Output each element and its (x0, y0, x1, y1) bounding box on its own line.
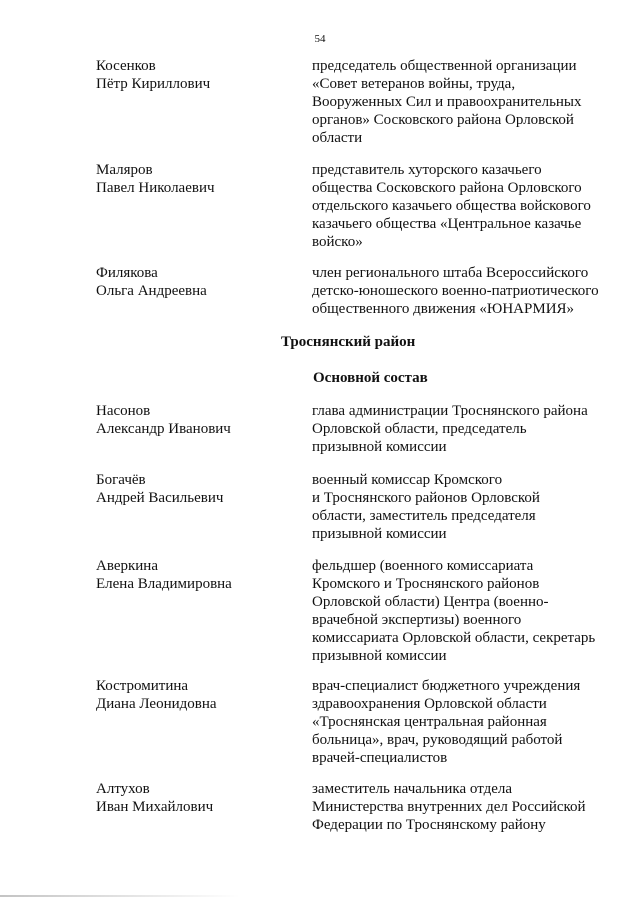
given-names: Павел Николаевич (96, 180, 215, 196)
given-names: Андрей Васильевич (96, 490, 224, 506)
member-role (312, 264, 612, 318)
role-line: общества Сосковского района Орловского (312, 180, 582, 196)
role-line: Вооруженных Сил и правоохранительных (312, 94, 582, 110)
given-names: Пётр Кириллович (96, 76, 211, 92)
role-line: Федерации по Троснянскому району (312, 817, 546, 833)
role-line: Кромского и Троснянского районов (312, 576, 540, 592)
surname: Алтухов (96, 781, 150, 797)
member-role (312, 780, 612, 834)
role-line: Министерства внутренних дел Российской (312, 799, 586, 815)
member-role (312, 57, 612, 147)
section-heading: Троснянский район (281, 334, 416, 350)
role-line: призывной комиссии (312, 439, 447, 455)
role-line: глава администрации Троснянского района (312, 403, 588, 419)
role-line: фельдшер (военного комиссариата (312, 558, 534, 574)
role-line: больница», врач, руководящий работой (312, 732, 563, 748)
role-line: Орловской области, председатель (312, 421, 527, 437)
given-names: Иван Михайлович (96, 799, 214, 815)
role-line: здравоохранения Орловской области (312, 696, 547, 712)
surname: Аверкина (96, 558, 158, 574)
role-line: области, заместитель председателя (312, 508, 536, 524)
role-line: призывной комиссии (312, 526, 447, 542)
member-role (312, 471, 612, 543)
member-name (96, 471, 296, 507)
member-name (96, 780, 296, 816)
role-line: Орловской области) Центра (военно- (312, 594, 549, 610)
role-line: врач-специалист бюджетного учреждения (312, 678, 581, 694)
subsection-heading: Основной состав (313, 370, 428, 386)
role-line: призывной комиссии (312, 648, 447, 664)
role-line: детско-юношеского военно-патриотического (312, 283, 599, 299)
surname: Костромитина (96, 678, 189, 694)
given-names: Елена Владимировна (96, 576, 232, 592)
member-role (312, 677, 612, 767)
role-line: член регионального штаба Всероссийского (312, 265, 589, 281)
member-name (96, 161, 296, 197)
member-name (96, 402, 296, 438)
surname: Косенков (96, 58, 156, 74)
role-line: врачей-специалистов (312, 750, 448, 766)
member-role (312, 402, 612, 456)
member-name (96, 57, 296, 93)
role-line: казачьего общества «Центральное казачье (312, 216, 582, 232)
surname: Насонов (96, 403, 151, 419)
role-line: общественного движения «ЮНАРМИЯ» (312, 301, 575, 317)
member-name (96, 677, 296, 713)
page-number: 54 (314, 33, 326, 45)
role-line: отдельского казачьего общества войскового (312, 198, 591, 214)
role-line: войско» (312, 234, 363, 250)
role-line: и Троснянского районов Орловской (312, 490, 540, 506)
given-names: Александр Иванович (96, 421, 231, 437)
role-line: заместитель начальника отдела (312, 781, 512, 797)
role-line: органов» Сосковского района Орловской (312, 112, 574, 128)
surname: Маляров (96, 162, 153, 178)
scan-artifact (0, 895, 240, 897)
given-names: Ольга Андреевна (96, 283, 207, 299)
role-line: «Совет ветеранов войны, труда, (312, 76, 516, 92)
member-role (312, 161, 612, 251)
member-name (96, 264, 296, 300)
role-line: области (312, 130, 363, 146)
role-line: врачебной экспертизы) военного (312, 612, 522, 628)
role-line: военный комиссар Кромского (312, 472, 503, 488)
role-line: комиссариата Орловской области, секретарь (312, 630, 596, 646)
member-role (312, 557, 612, 665)
role-line: «Троснянская центральная районная (312, 714, 547, 730)
surname: Филякова (96, 265, 158, 281)
role-line: представитель хуторского казачьего (312, 162, 542, 178)
role-line: председатель общественной организации (312, 58, 577, 74)
given-names: Диана Леонидовна (96, 696, 217, 712)
surname: Богачёв (96, 472, 146, 488)
member-name (96, 557, 296, 593)
